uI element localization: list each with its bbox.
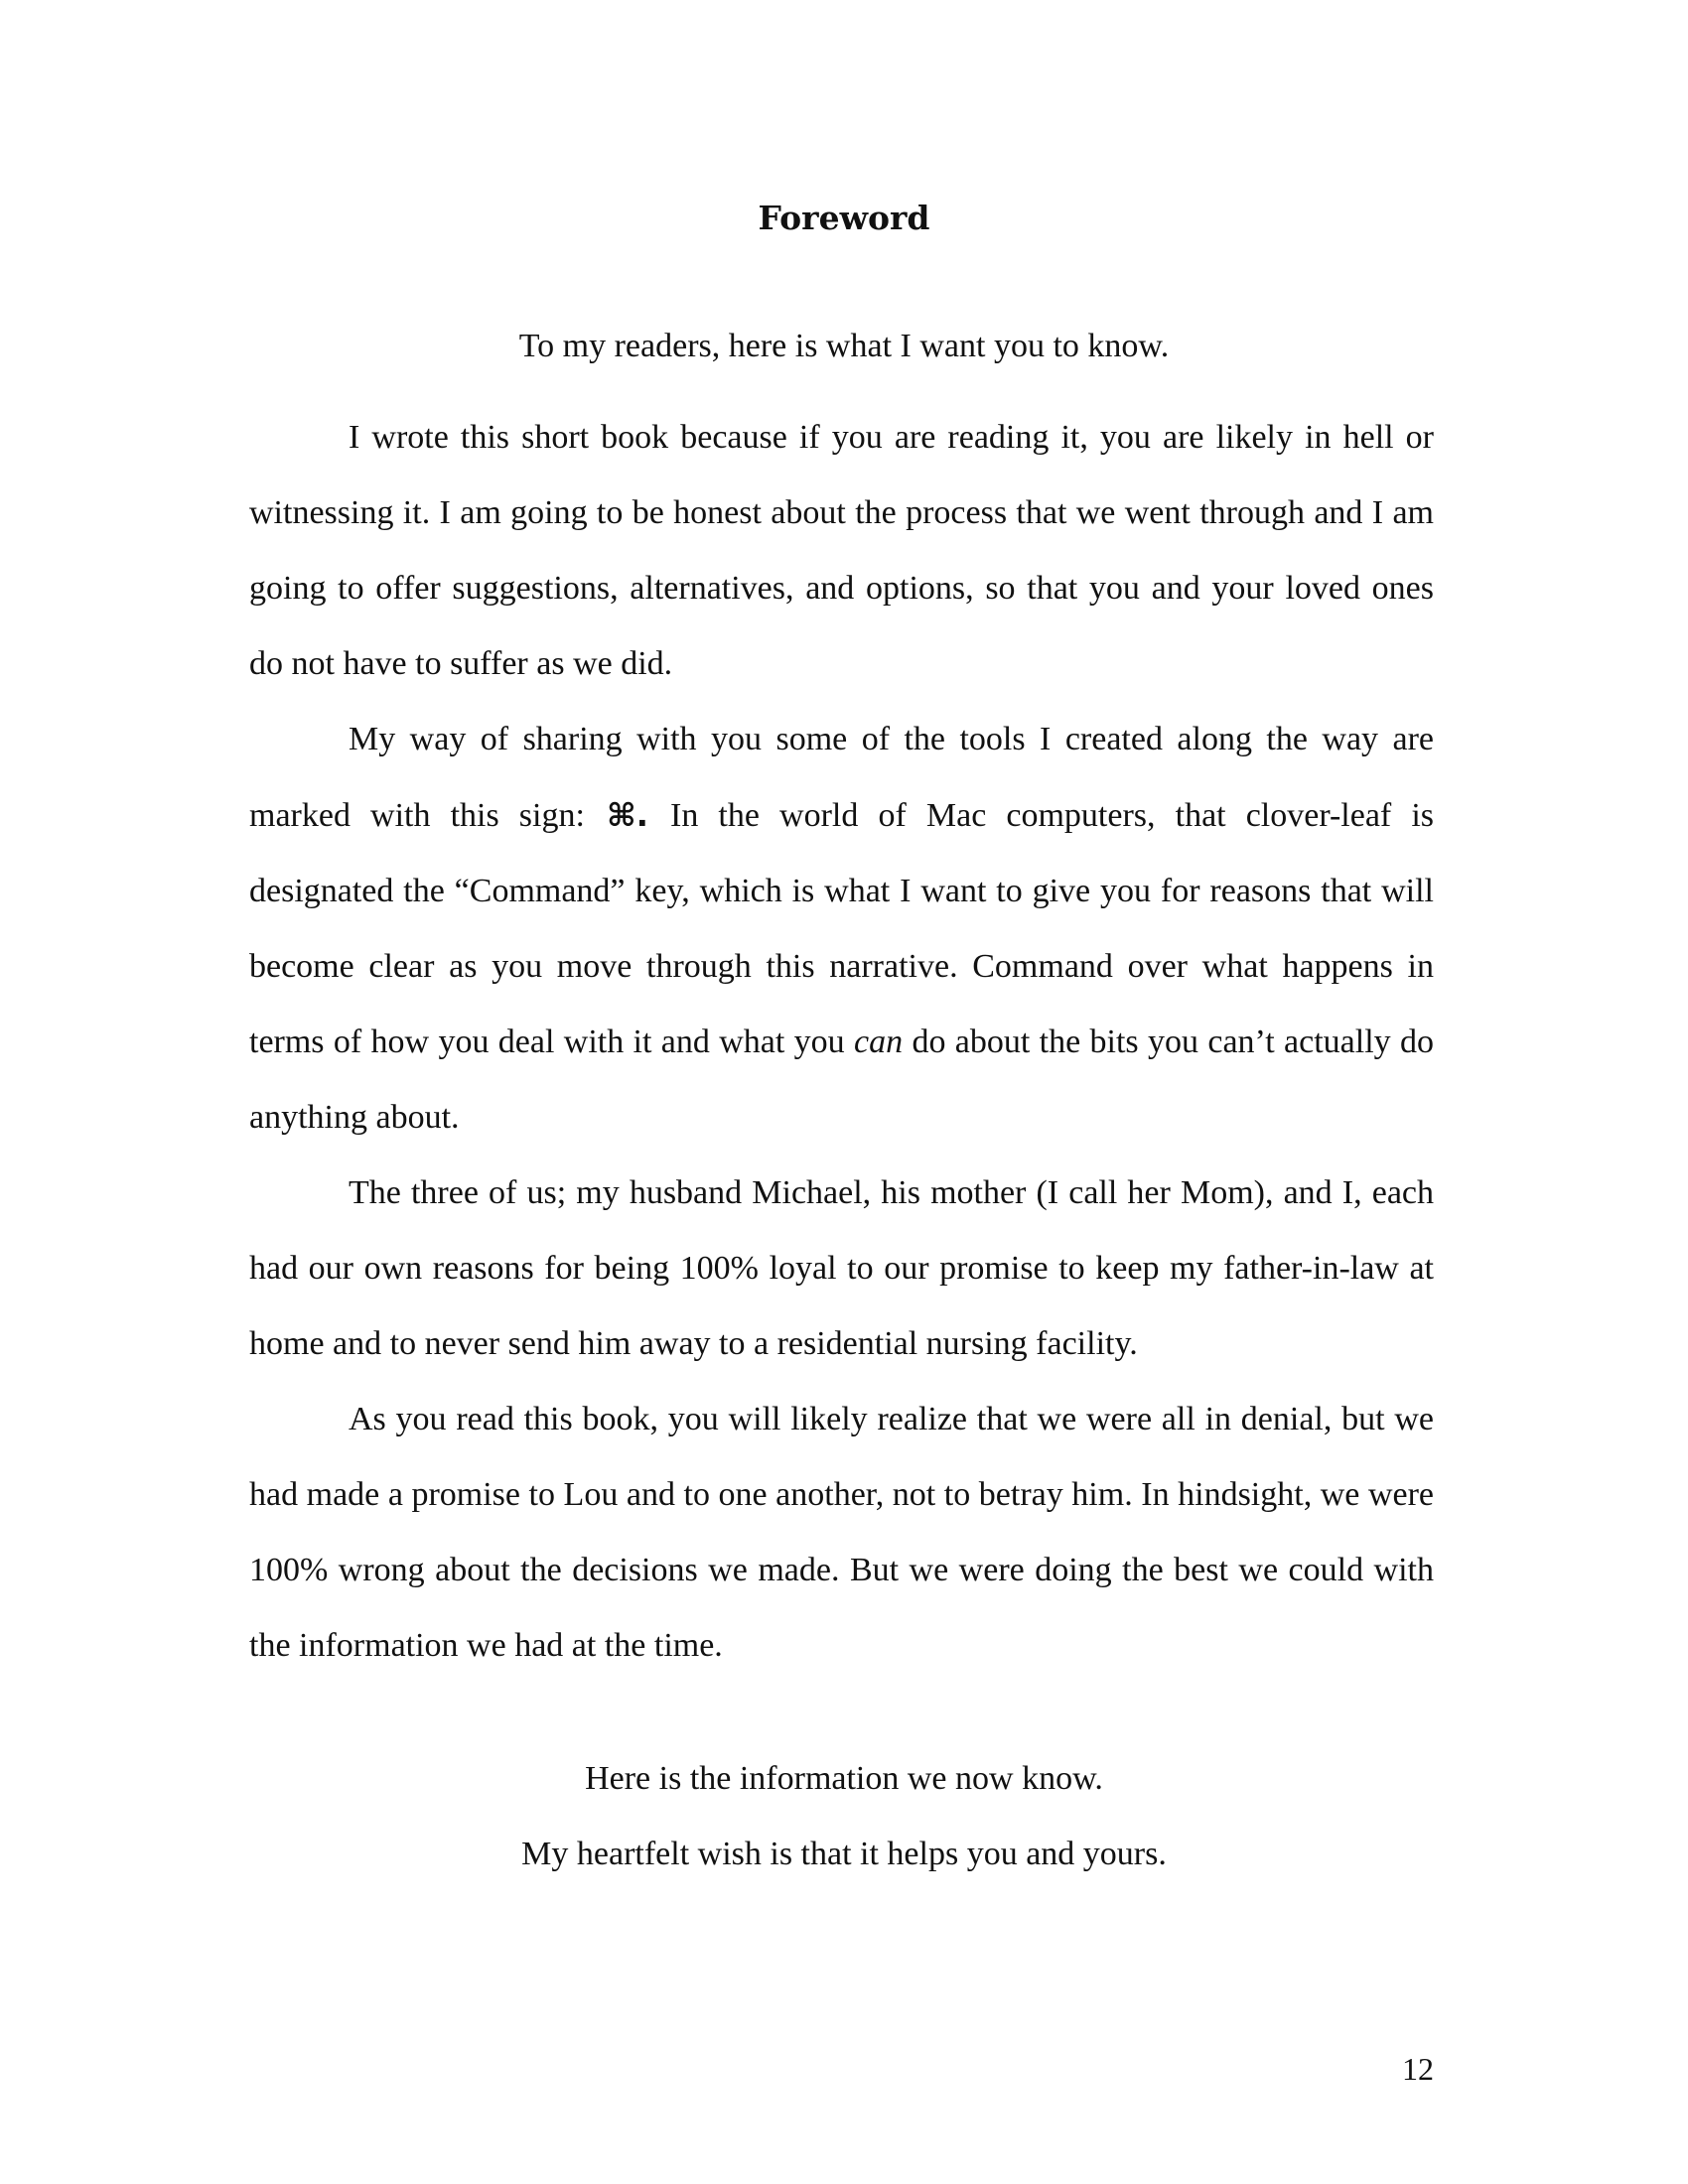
closing-line-2: My heartfelt wish is that it helps you and yours. xyxy=(521,1836,1167,1872)
emphasis-can: can xyxy=(854,1024,904,1060)
body-text xyxy=(249,400,1434,1684)
paragraph-2-text-end: do about the bits you can’t actually do anything about. xyxy=(249,1024,1434,1136)
page-number: 12 xyxy=(1402,2051,1434,2087)
intro-line: To my readers, here is what I want you to know. xyxy=(518,328,1170,364)
paragraph-2-text-middle: In the world of Mac computers, that clover-leaf is designated the “Command” key, which is what I want to give you for reasons that will become clear as you move through this narrative. Command over what happens in terms of how you deal with it and what you xyxy=(249,797,1435,1060)
closing-line-1: Here is the information we now know. xyxy=(585,1760,1103,1797)
page-title: Foreword xyxy=(758,199,930,237)
paragraph-4: As you read this book, you will likely realize that we were all in denial, but we had made a promise to Lou and to one another, not to betray him. In hindsight, we were 100% wrong about the decisions we made. But we were doing the best we could with the information we had at the time. xyxy=(249,1401,1434,1664)
paragraph-1: I wrote this short book because if you are reading it, you are likely in hell or witnessing it. I am going to be honest about the process that we went through and I am going to offer suggestions, alternatives, and options, so that you and your loved ones do not have to suffer as we did. xyxy=(249,419,1434,682)
paragraph-2-text-start: My way of sharing with you some of the tools I created along the way are marked with this sign: xyxy=(249,721,1434,834)
paragraph-3: The three of us; my husband Michael, his mother (I call her Mom), and I, each had our own reasons for being 100% loyal to our promise to keep my father-in-law at home and to never send him away to a residential nursing facility. xyxy=(249,1174,1434,1362)
paragraph-2 xyxy=(249,702,1434,1156)
command-key-icon: ⌘. xyxy=(607,796,648,834)
